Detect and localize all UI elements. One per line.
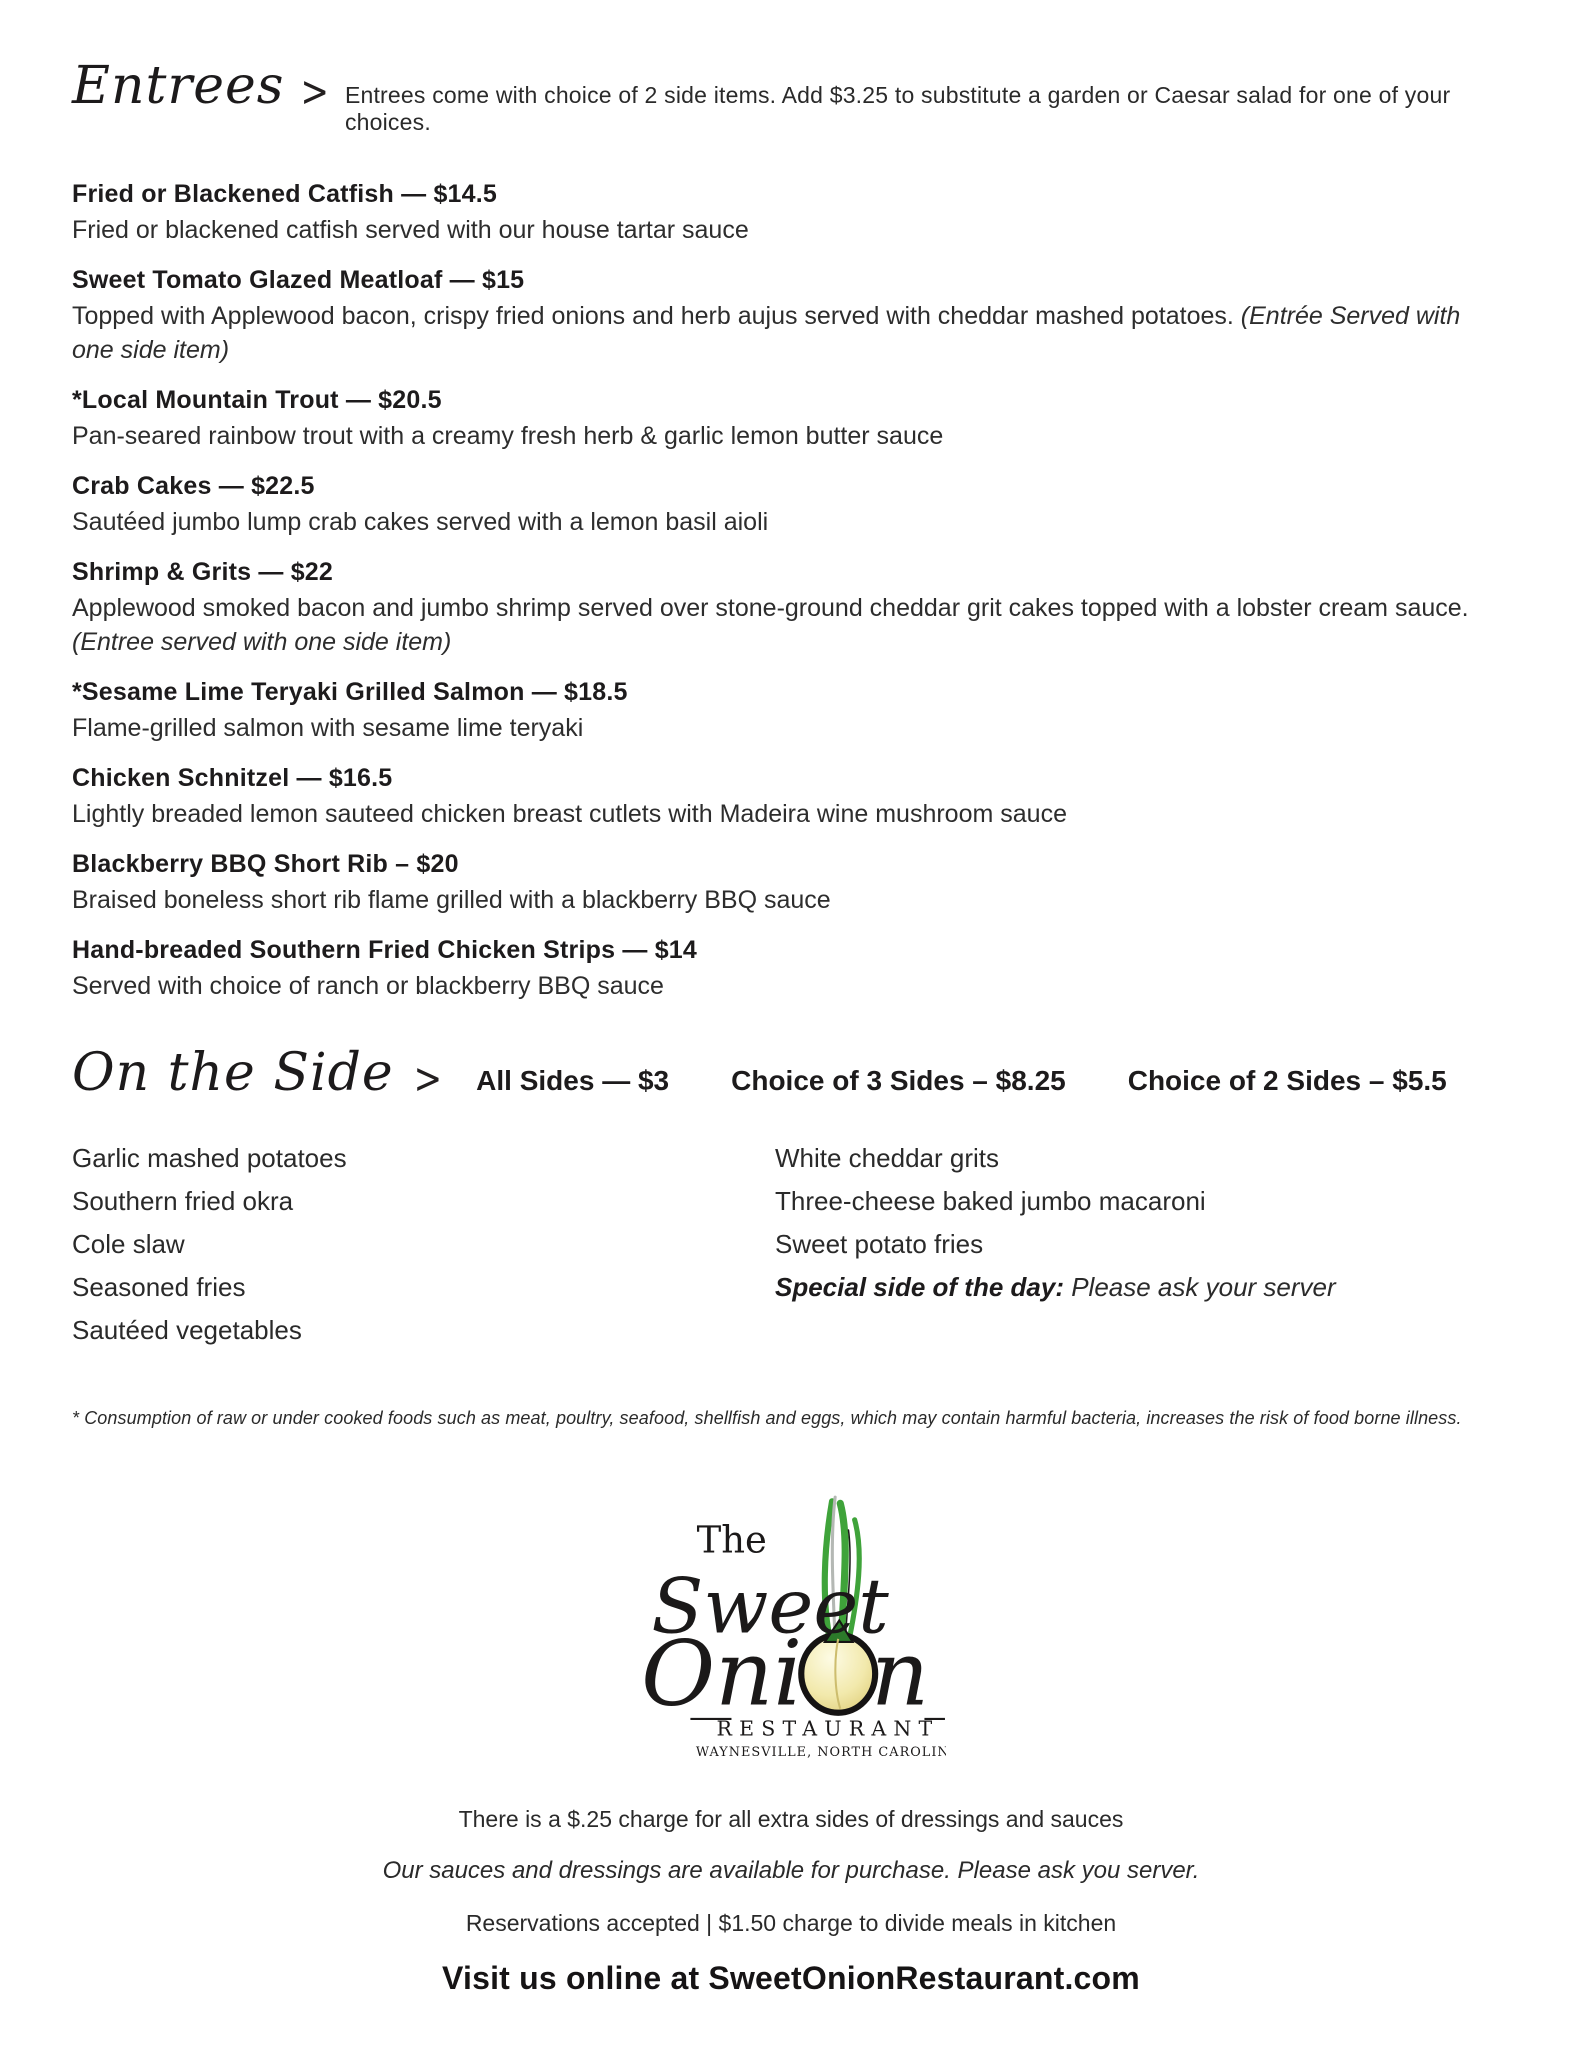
menu-item — [72, 676, 1510, 745]
item-description: Lightly breaded lemon sauteed chicken breast cutlets with Madeira wine mushroom sauce — [72, 800, 1067, 828]
menu-item — [72, 848, 1510, 917]
menu-item — [72, 762, 1510, 831]
item-description-note: (Entree served with one side item) — [72, 628, 452, 656]
footer — [72, 1806, 1510, 1997]
entrees-heading: Entrees — [72, 56, 285, 116]
sides-heading: On the Side — [72, 1043, 394, 1103]
item-name: Sweet Tomato Glazed Meatloaf — $15 — [72, 266, 525, 294]
special-side-text: Please ask your server — [1063, 1272, 1336, 1302]
side-item: Sautéed vegetables — [72, 1315, 302, 1345]
menu-item — [72, 384, 1510, 453]
sides-pricing — [476, 1065, 1447, 1097]
logo-restaurant: RESTAURANT — [716, 1716, 940, 1741]
footer-website: Visit us online at SweetOnionRestaurant.com — [442, 1960, 1140, 1996]
entrees-subtitle: Entrees come with choice of 2 side items. Add $3.25 to substitute a garden or Caesar salad for one of your choices. — [344, 82, 1451, 135]
footer-sauces-note: Our sauces and dressings are available for purchase. Please ask you server. — [382, 1857, 1200, 1884]
item-description: Topped with Applewood bacon, crispy fried onions and herb aujus served with cheddar mashed potatoes. (Entrée Served with one side item) — [72, 302, 1461, 364]
entrees-arrow-icon: > — [300, 67, 329, 117]
item-name: Crab Cakes — $22.5 — [72, 472, 315, 500]
side-item: Garlic mashed potatoes — [72, 1143, 347, 1173]
logo-onion-right: n — [871, 1621, 930, 1727]
special-side-of-day — [775, 1266, 1510, 1309]
logo-onion-left: Oni — [641, 1621, 803, 1727]
side-item: Three-cheese baked jumbo macaroni — [775, 1186, 1206, 1216]
entrees-list — [72, 178, 1510, 1003]
entrees-header — [72, 56, 1510, 136]
logo-the: The — [696, 1518, 767, 1562]
side-item: Sweet potato fries — [775, 1229, 984, 1259]
item-description: Served with choice of ranch or blackberry BBQ sauce — [72, 972, 664, 1000]
item-description: Pan-seared rainbow trout with a creamy fresh herb & garlic lemon butter sauce — [72, 422, 944, 450]
menu-item — [72, 556, 1510, 659]
side-item: Cole slaw — [72, 1229, 185, 1259]
menu-item — [72, 264, 1510, 367]
item-name: *Sesame Lime Teryaki Grilled Salmon — $18.5 — [72, 678, 628, 706]
item-description-note: (Entrée Served with one side item) — [72, 302, 1461, 364]
side-item: Seasoned fries — [72, 1272, 246, 1302]
raw-food-disclaimer: * Consumption of raw or under cooked foods such as meat, poultry, seafood, shellfish and eggs, which may contain harmful bacteria, increases the risk of food borne illness. — [72, 1408, 1462, 1428]
sides-left-column — [72, 1137, 775, 1352]
menu-item — [72, 470, 1510, 539]
menu-item — [72, 178, 1510, 247]
logo-sweet: Sweet — [651, 1562, 889, 1651]
sides-right-column — [775, 1137, 1510, 1352]
item-name: Blackberry BBQ Short Rib – $20 — [72, 850, 459, 878]
item-name: Chicken Schnitzel — $16.5 — [72, 764, 393, 792]
footer-reservations-note: Reservations accepted | $1.50 charge to divide meals in kitchen — [465, 1910, 1117, 1936]
item-name: Fried or Blackened Catfish — $14.5 — [72, 180, 498, 208]
restaurant-logo — [636, 1489, 946, 1766]
sides-arrow-icon: > — [413, 1054, 443, 1104]
sides-price-all: All Sides — $3 — [476, 1065, 670, 1096]
sides-grid — [72, 1137, 1510, 1352]
side-item: White cheddar grits — [775, 1143, 999, 1173]
item-description: Fried or blackened catfish served with our house tartar sauce — [72, 216, 749, 244]
sides-header — [72, 1043, 1510, 1104]
item-description: Braised boneless short rib flame grilled with a blackberry BBQ sauce — [72, 886, 831, 914]
sides-price-choice3: Choice of 3 Sides – $8.25 — [731, 1065, 1066, 1096]
footer-extra-sides-note: There is a $.25 charge for all extra sides of dressings and sauces — [458, 1806, 1124, 1832]
item-name: Shrimp & Grits — $22 — [72, 558, 334, 586]
item-description: Sautéed jumbo lump crab cakes served with a lemon basil aioli — [72, 508, 769, 536]
logo-location: WAYNESVILLE, NORTH CAROLINA — [695, 1744, 946, 1760]
side-item: Southern fried okra — [72, 1186, 294, 1216]
sweet-onion-logo-graphic — [636, 1489, 946, 1761]
special-side-label: Special side of the day: — [775, 1272, 1064, 1302]
item-description: Applewood smoked bacon and jumbo shrimp served over stone-ground cheddar grit cakes topped with a lobster cream sauce. (Entree served with one side item) — [72, 594, 1469, 656]
item-name: *Local Mountain Trout — $20.5 — [72, 386, 442, 414]
item-description: Flame-grilled salmon with sesame lime teryaki — [72, 714, 584, 742]
item-name: Hand-breaded Southern Fried Chicken Strips — $14 — [72, 936, 698, 964]
menu-item — [72, 934, 1510, 1003]
sides-price-choice2: Choice of 2 Sides – $5.5 — [1127, 1065, 1447, 1096]
